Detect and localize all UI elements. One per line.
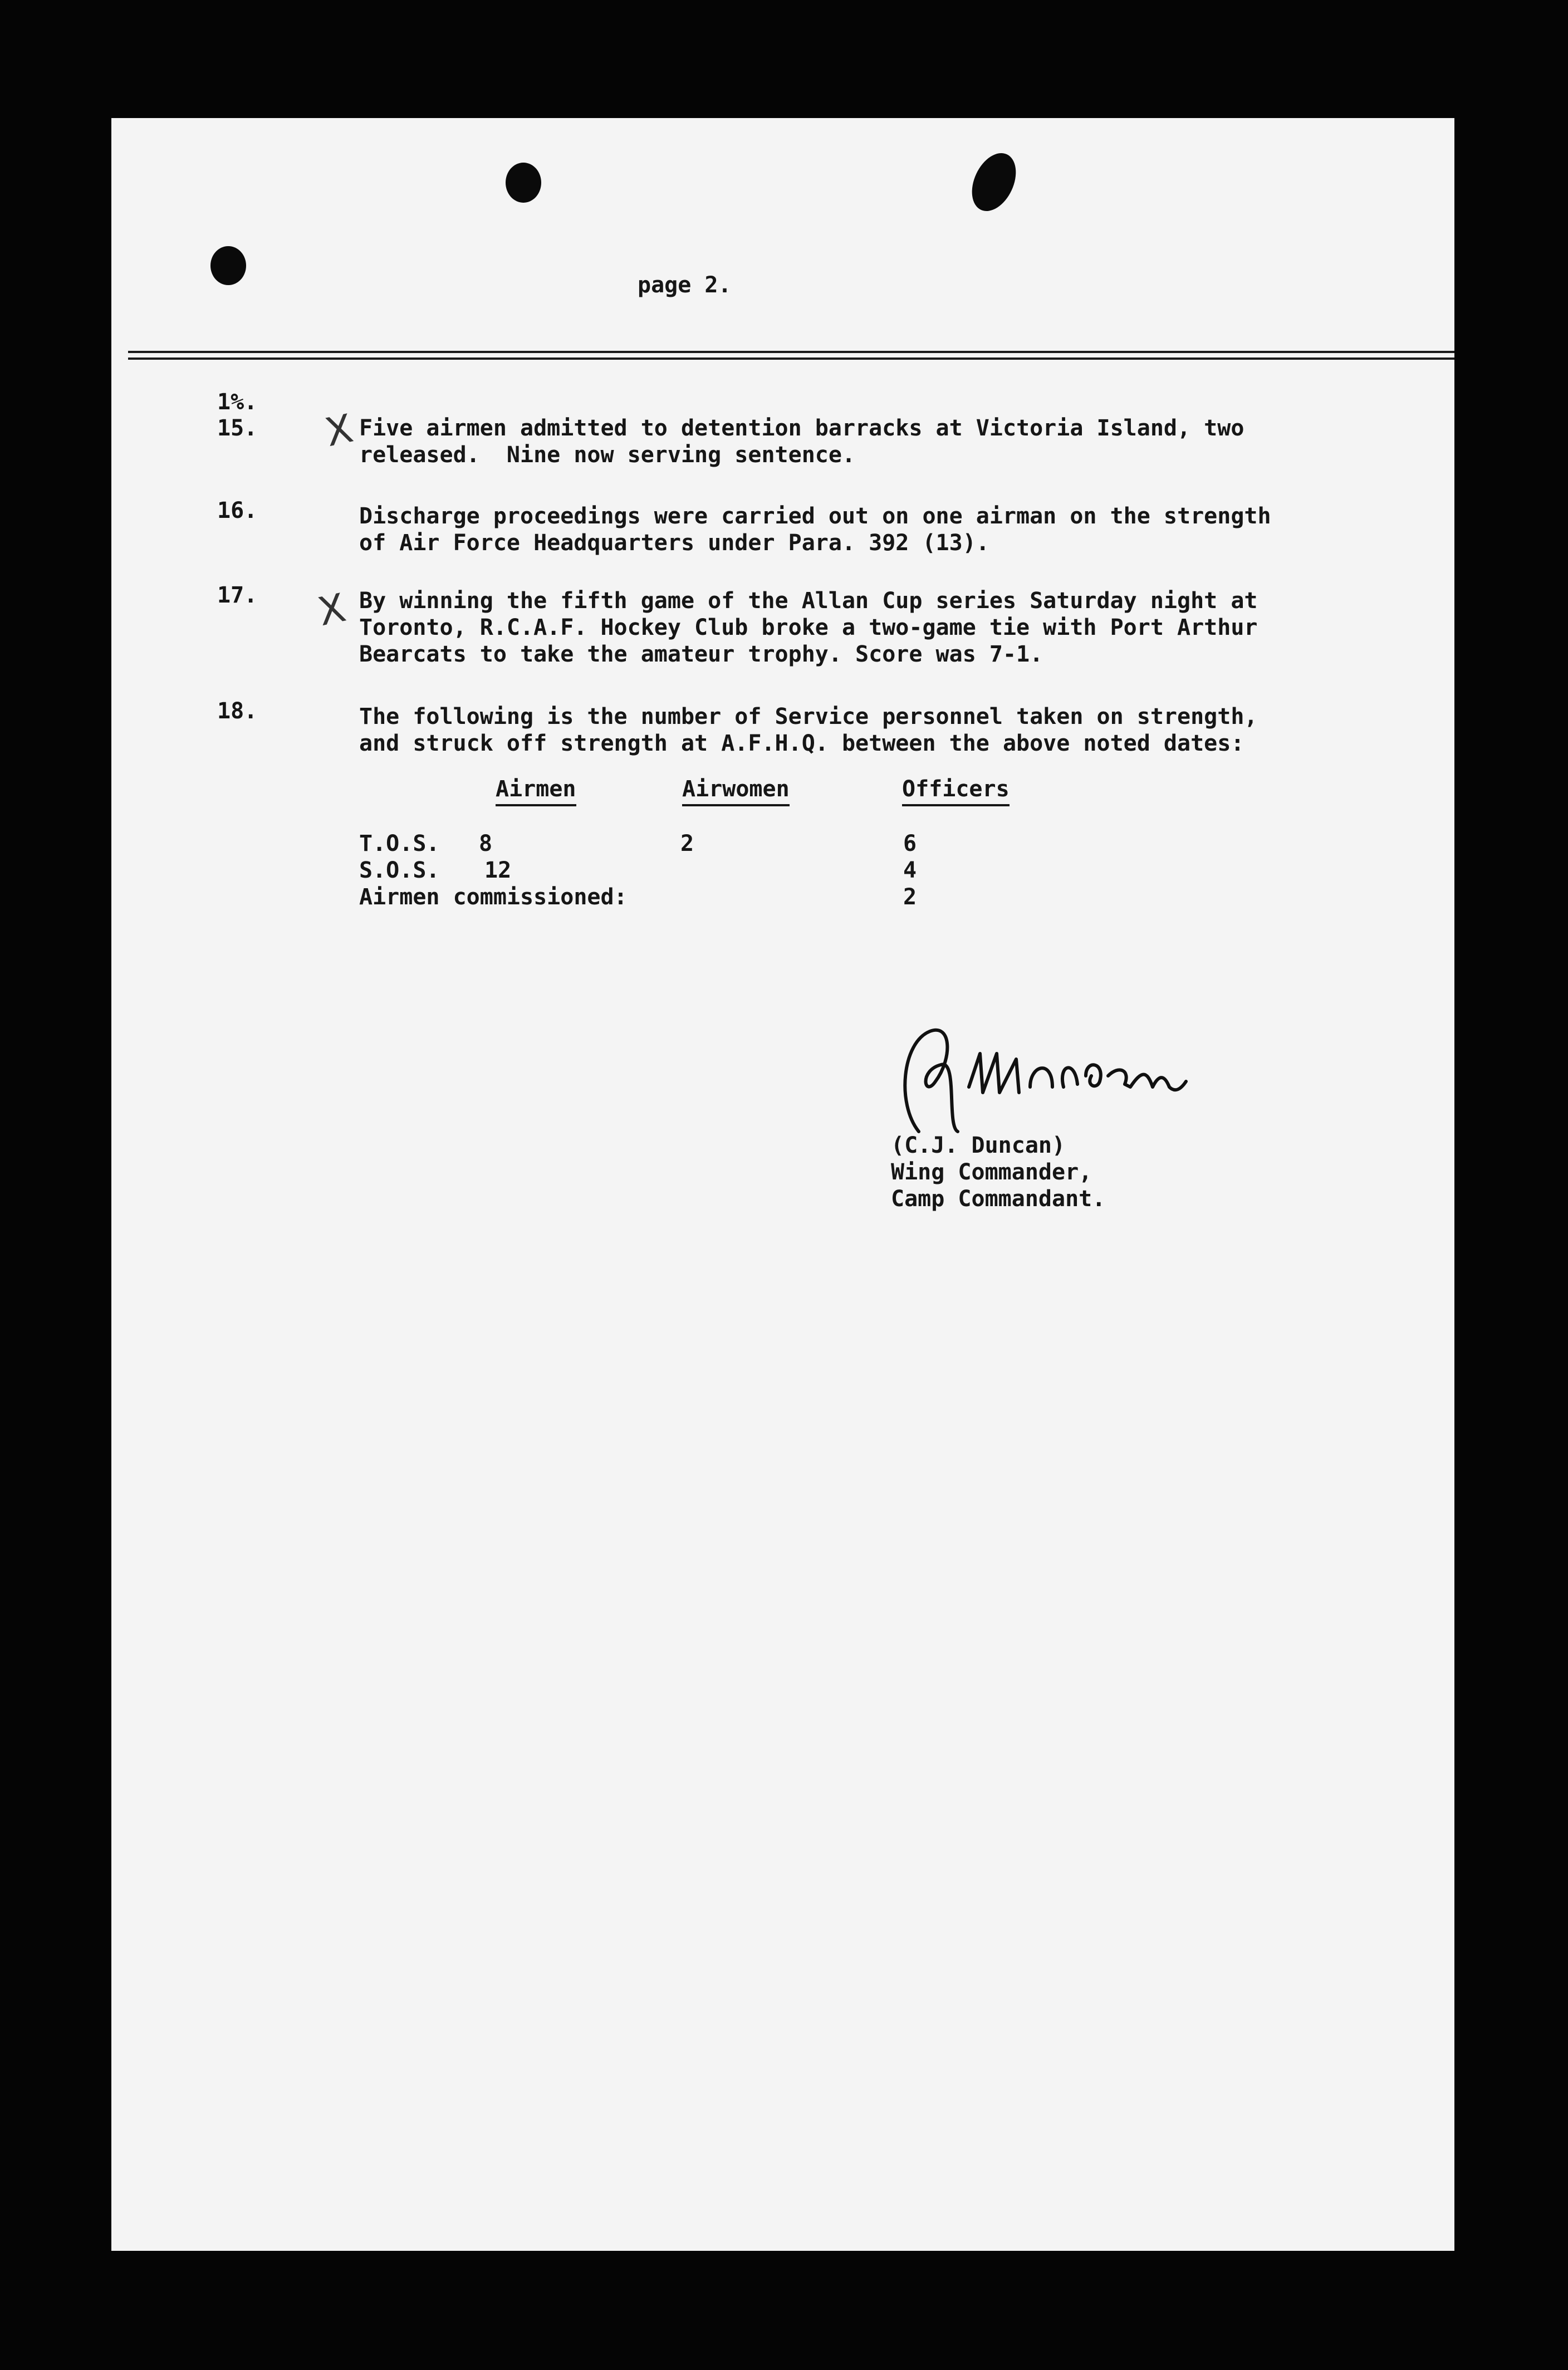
margin-x-mark: X <box>321 405 357 456</box>
paragraph-number: 16. <box>217 498 258 523</box>
page-label: page 2. <box>638 272 732 298</box>
table-cell-airwomen: 2 <box>680 831 694 856</box>
paragraph-line: Discharge proceedings were carried out on one airman on the strength <box>359 503 1271 529</box>
table-cell-officers: 6 <box>903 831 917 856</box>
table-header-officers: Officers <box>902 775 1010 806</box>
margin-x-mark: X <box>313 584 350 635</box>
header-rule-top <box>128 351 1454 353</box>
table-header-airwomen: Airwomen <box>682 775 790 806</box>
table-cell-airmen: 8 <box>479 831 493 856</box>
stray-paragraph-number: 1%. <box>217 389 258 415</box>
paragraph-number: 15. <box>217 415 258 441</box>
paragraph-line: The following is the number of Service personnel taken on strength, <box>359 704 1258 729</box>
table-header-airmen: Airmen <box>496 775 576 806</box>
table-cell-officers: 4 <box>903 858 917 883</box>
table-row-label: Airmen commissioned: <box>359 884 628 910</box>
punch-hole <box>963 146 1025 218</box>
handwritten-signature <box>885 1020 1231 1148</box>
document-page <box>111 118 1454 2251</box>
punch-hole <box>210 246 246 285</box>
paragraph-number: 18. <box>217 698 258 724</box>
paragraph-line: released. Nine now serving sentence. <box>359 442 856 468</box>
paragraph-line: and struck off strength at A.F.H.Q. between the above noted dates: <box>359 731 1244 756</box>
signatory-title: Camp Commandant. <box>891 1186 1106 1212</box>
table-row-label: T.O.S. <box>359 831 440 856</box>
paragraph-line: Five airmen admitted to detention barracks at Victoria Island, two <box>359 415 1244 441</box>
paragraph-line: Toronto, R.C.A.F. Hockey Club broke a two-game tie with Port Arthur <box>359 615 1258 640</box>
paragraph-line: Bearcats to take the amateur trophy. Score was 7-1. <box>359 642 1043 667</box>
paragraph-number: 17. <box>217 582 258 608</box>
table-cell-airmen: 12 <box>484 858 512 883</box>
paragraph-line: of Air Force Headquarters under Para. 392 (13). <box>359 530 989 556</box>
header-rule-bottom <box>128 358 1454 360</box>
signatory-name: (C.J. Duncan) <box>891 1133 1066 1158</box>
paragraph-line: By winning the fifth game of the Allan Cup series Saturday night at <box>359 588 1258 614</box>
punch-hole <box>506 163 541 203</box>
table-cell-officers: 2 <box>903 884 917 910</box>
table-row-label: S.O.S. <box>359 858 440 883</box>
signatory-rank: Wing Commander, <box>891 1159 1092 1185</box>
